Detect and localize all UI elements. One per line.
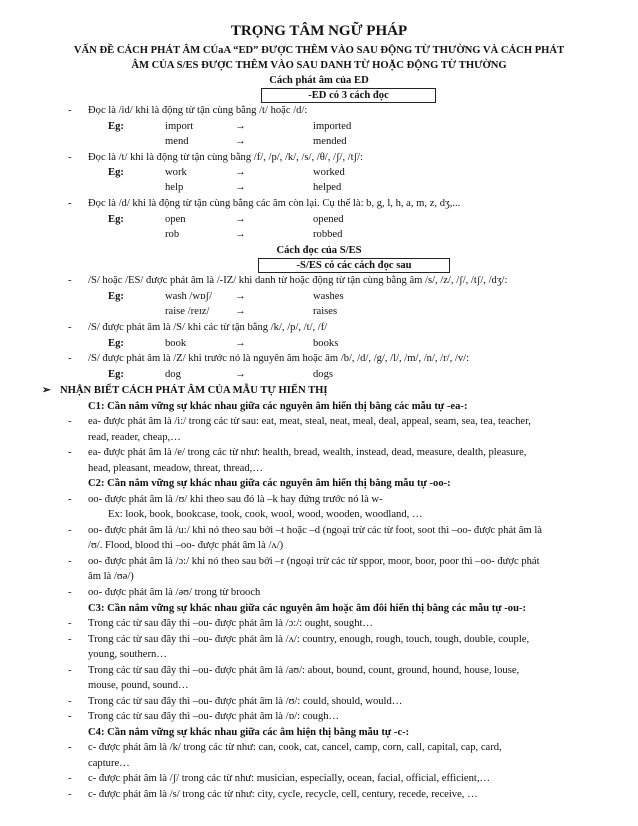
bullet-dash: -: [68, 494, 72, 505]
eg-label: Eg:: [108, 369, 124, 380]
c3-line-1: Trong các từ sau đây thì –ou- được phát âm là /ɔ:/: ought, sought…: [88, 618, 374, 629]
bullet-dash: -: [68, 773, 72, 784]
example-result: imported: [313, 121, 352, 132]
subtitle-line-2: ÂM CỦA S/ES ĐƯỢC THÊM VÀO SAU DANH TỪ HOẶC ĐỘNG TỪ THƯỜNG: [131, 60, 507, 71]
arrow-icon: →: [235, 369, 246, 380]
c3-line-2a: Trong các từ sau đây thì –ou- được phát âm là /ʌ/: country, enough, rough, touch, tough, double, couple,: [88, 634, 530, 645]
bullet-dash: -: [68, 665, 72, 676]
c1-heading: C1: Cần nắm vững sự khác nhau giữa các nguyên âm hiển thị bằng các mẫu tự -ea-:: [88, 401, 468, 412]
c2-line-1: oo- được phát âm là /ʊ/ khi theo sau đó là –k hay đứng trước nó là w-: [88, 494, 383, 505]
s-box: -S/ES có các cách đọc sau: [258, 258, 450, 273]
c4-line-3: c- được phát âm là /s/ trong các từ như: city, cycle, recycle, cell, century, recede, receive, …: [88, 789, 478, 800]
example-word: help: [165, 182, 184, 193]
c1-line-1b: read, reader, cheap,…: [88, 432, 181, 443]
bullet-dash: -: [68, 711, 72, 722]
c2-line-2a: oo- được phát âm là /u:/ khi nó theo sau bởi –t hoặc –d (ngoại trừ các từ foot, soot thì –oo- được phát âm là: [88, 525, 543, 536]
subtitle-line-1: VẤN ĐỀ CÁCH PHÁT ÂM CỦaA “ED” ĐƯỢC THÊM VÀO SAU ĐỘNG TỪ THƯỜNG VÀ CÁCH PHÁT: [73, 45, 565, 56]
bullet-dash: -: [68, 353, 72, 364]
bullet-dash: -: [68, 105, 72, 116]
example-result: helped: [313, 182, 342, 193]
c4-heading: C4: Cần nắm vững sự khác nhau giữa các âm hiện thị bằng mẫu tự -c-:: [88, 727, 410, 738]
ed-rule-2: Đọc là /t/ khi là động từ tận cùng bằng /f/, /p/, /k/, /s/, /θ/, /ʃ/, /tʃ/:: [88, 152, 364, 163]
arrow-icon: →: [235, 121, 246, 132]
c3-line-3b: mouse, pound, sound…: [88, 680, 189, 691]
c2-line-3a: oo- được phát âm là /ɔ:/ khi nó theo sau bởi –r (ngoại trừ các từ sppor, moor, boor, poor thì –oo- được phát: [88, 556, 540, 567]
arrow-icon: →: [235, 291, 246, 302]
c2-line-2b: /ʊ/. Flood, blood thì –oo- được phát âm là /ʌ/): [88, 540, 284, 551]
example-result: books: [313, 338, 339, 349]
example-result: opened: [313, 214, 344, 225]
bullet-dash: -: [68, 416, 72, 427]
c2-heading: C2: Cần nắm vững sự khác nhau giữa các nguyên âm hiển thị bằng mẫu tự -oo-:: [88, 478, 451, 489]
bullet-dash: -: [68, 696, 72, 707]
eg-label: Eg:: [108, 338, 124, 349]
example-result: robbed: [313, 229, 343, 240]
example-result: worked: [313, 167, 345, 178]
eg-label: Eg:: [108, 291, 124, 302]
page-title: TRỌNG TÂM NGỮ PHÁP: [230, 23, 408, 39]
c2-line-3b: âm là /ʊə/): [88, 571, 134, 582]
c4-line-1a: c- được phát âm là /k/ trong các từ như: can, cook, cat, cancel, camp, corn, call, capital, cap, card,: [88, 742, 502, 753]
bullet-dash: -: [68, 152, 72, 163]
eg-label: Eg:: [108, 214, 124, 225]
s-rule-2: /S/ được phát âm là /S/ khi các từ tận bằng /k/, /p/, /t/, /f/: [88, 322, 328, 333]
arrow-icon: →: [235, 338, 246, 349]
c4-line-1b: capture…: [88, 758, 130, 769]
s-rule-3: /S/ được phát âm là /Z/ khi trước nó là nguyên âm hoặc âm /b/, /d/, /g/, /l/, /m/, /n/, /r/, /v/:: [88, 353, 470, 364]
arrow-icon: →: [235, 214, 246, 225]
bullet-dash: -: [68, 587, 72, 598]
example-result: raises: [313, 306, 338, 317]
example-word: work: [165, 167, 187, 178]
bullet-dash: -: [68, 742, 72, 753]
c3-line-3a: Trong các từ sau đây thì –ou- được phát âm là /aʊ/: about, bound, count, ground, hound, house, louse,: [88, 665, 520, 676]
arrow-icon: →: [235, 167, 246, 178]
bullet-dash: -: [68, 556, 72, 567]
c2-line-4: oo- được phát âm là /əʊ/ trong từ brooch: [88, 587, 261, 598]
section-2-heading: NHẬN BIẾT CÁCH PHÁT ÂM CỦA MẪU TỰ HIỂN THỊ: [60, 385, 328, 396]
c3-line-4: Trong các từ sau đây thì –ou- được phát âm là /ʊ/: could, should, would…: [88, 696, 403, 707]
c1-line-2b: head, pleasant, meadow, threat, thread,…: [88, 463, 263, 474]
example-word: dog: [165, 369, 181, 380]
c4-line-2: c- được phát âm là /ʃ/ trong các từ như: musician, especially, ocean, facial, official, efficient,…: [88, 773, 491, 784]
example-word: open: [165, 214, 186, 225]
example-result: dogs: [313, 369, 334, 380]
c1-line-2a: ea- được phát âm là /e/ trong các từ như: health, bread, wealth, instead, dead, measure, dealth, pleasure,: [88, 447, 527, 458]
c1-line-1a: ea- được phát âm là /i:/ trong các từ sau: eat, meat, steal, neat, meal, deal, appeal, seam, sea, tea, teacher,: [88, 416, 531, 427]
ed-heading: Cách phát âm của ED: [269, 75, 369, 86]
c2-example: Ex: look, book, bookcase, took, cook, wool, wood, wooden, woodland, …: [108, 509, 423, 520]
example-word: mend: [165, 136, 189, 147]
c3-line-5: Trong các từ sau đây thì –ou- được phát âm là /ɒ/: cough…: [88, 711, 340, 722]
example-word: rob: [165, 229, 180, 240]
bullet-dash: -: [68, 447, 72, 458]
example-word: raise /reɪz/: [165, 306, 210, 317]
ed-rule-1: Đọc là /id/ khi là động từ tận cùng bằng /t/ hoặc /d/:: [88, 105, 308, 116]
bullet-dash: -: [68, 275, 72, 286]
bullet-dash: -: [68, 198, 72, 209]
arrow-icon: →: [235, 136, 246, 147]
s-heading: Cách đọc của S/ES: [276, 245, 362, 256]
ed-box: -ED có 3 cách đọc: [261, 88, 436, 103]
example-word: wash /wɒʃ/: [165, 291, 213, 302]
example-result: mended: [313, 136, 347, 147]
arrow-icon: →: [235, 229, 246, 240]
c3-heading: C3: Cần nắm vững sự khác nhau giữa các nguyên âm hoặc âm đôi hiển thị bằng các mẫu tự -ou-:: [88, 603, 527, 614]
bullet-dash: -: [68, 789, 72, 800]
bullet-dash: -: [68, 634, 72, 645]
bullet-dash: -: [68, 525, 72, 536]
eg-label: Eg:: [108, 167, 124, 178]
ed-rule-3: Đọc là /d/ khi là động từ tận cùng bằng các âm còn lại. Cụ thể là: b, g, l, h, a, m, z, dʒ,...: [88, 198, 461, 209]
arrowhead-bullet-icon: ➢: [42, 385, 51, 396]
arrow-icon: →: [235, 182, 246, 193]
arrow-icon: →: [235, 306, 246, 317]
s-rule-1: /S/ hoặc /ES/ được phát âm là /-IZ/ khi danh từ hoặc động từ tận cùng bằng âm /s/, /z/, /ʃ/, /tʃ/, /dʒ/:: [88, 275, 508, 286]
bullet-dash: -: [68, 322, 72, 333]
eg-label: Eg:: [108, 121, 124, 132]
c3-line-2b: young, southern…: [88, 649, 167, 660]
bullet-dash: -: [68, 618, 72, 629]
example-word: book: [165, 338, 187, 349]
example-result: washes: [313, 291, 344, 302]
example-word: import: [165, 121, 194, 132]
